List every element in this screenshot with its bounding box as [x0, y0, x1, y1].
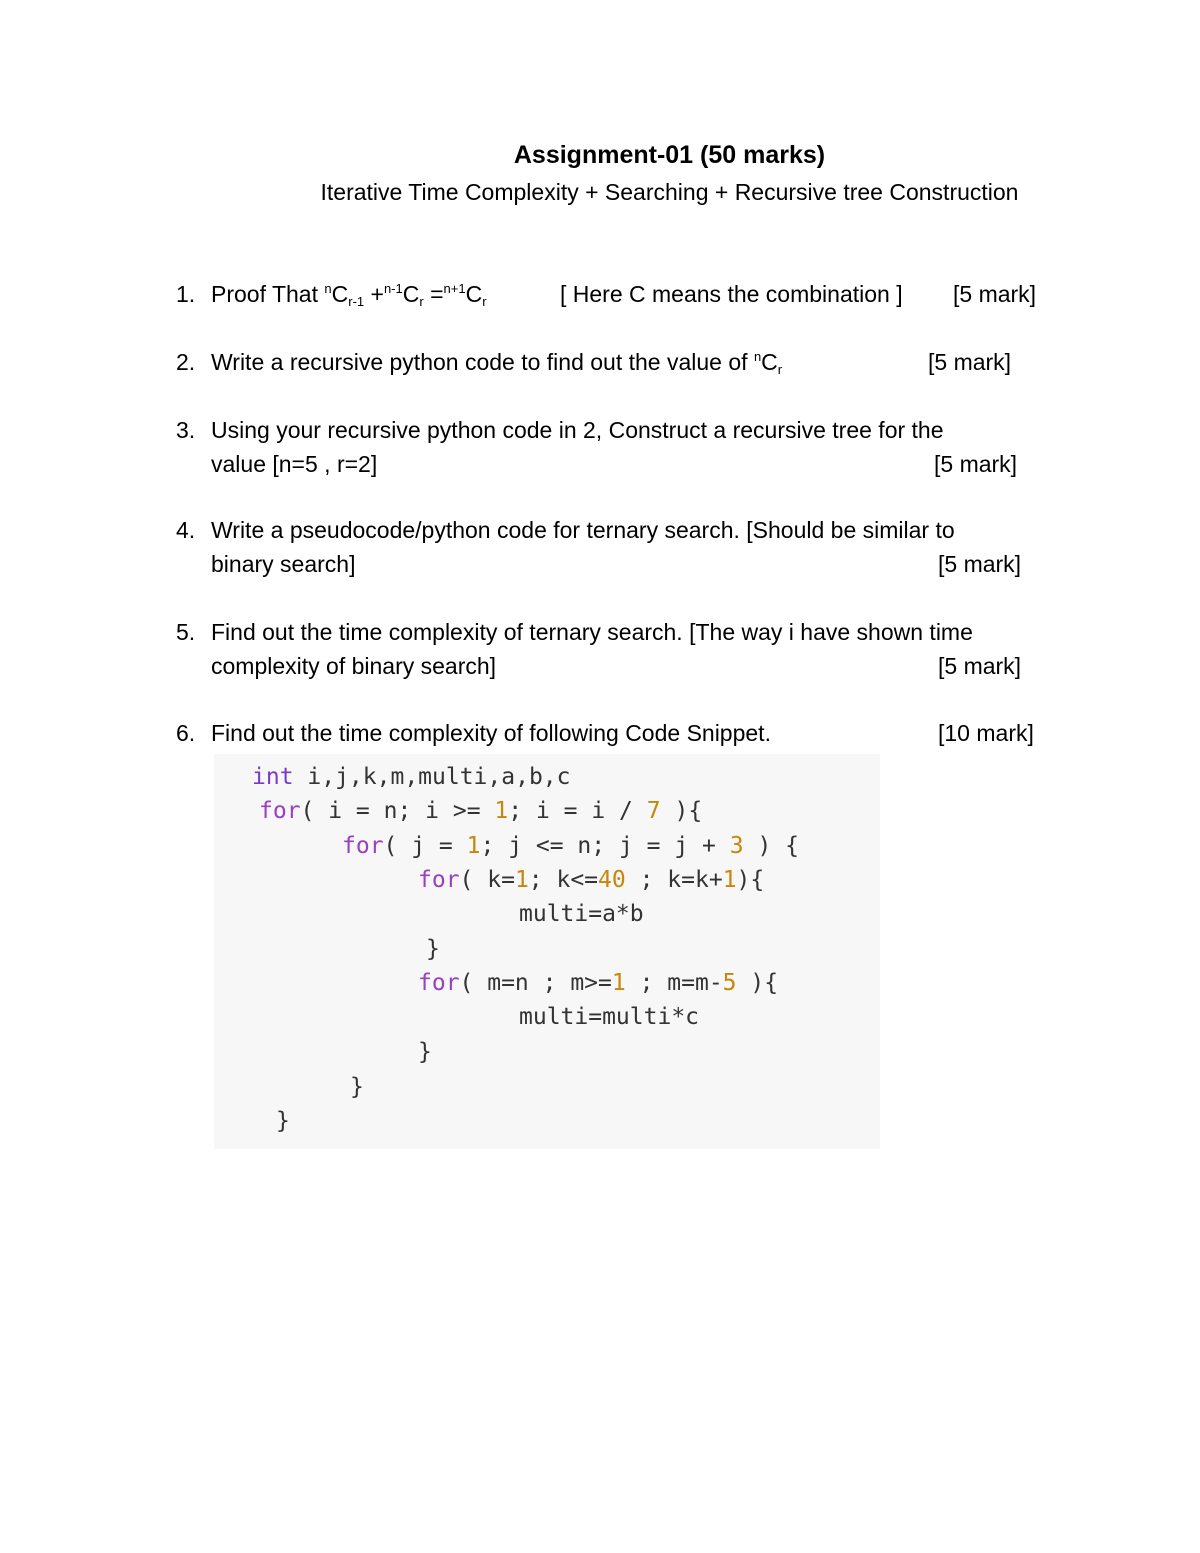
question-mark: [5 mark]: [934, 451, 1018, 477]
code-line: multi=multi*c: [519, 1004, 700, 1030]
code-line: }: [276, 1108, 290, 1134]
question-number: 4.: [176, 517, 196, 543]
code-line: multi=a*b: [519, 901, 644, 927]
question-text-line-2: binary search]: [211, 551, 356, 577]
code-line: }: [350, 1074, 364, 1100]
question-number: 6.: [176, 720, 196, 746]
question-number: 1.: [176, 281, 196, 307]
question-mark: [5 mark]: [938, 551, 1022, 577]
assignment-subtitle: Iterative Time Complexity + Searching + Recursive tree Construction: [320, 179, 1019, 205]
question-text: Write a recursive python code to find out the value of $^nC_r$: [211, 349, 783, 377]
code-line: for( j = 1; j <= n; j = j + 3 ) {: [342, 833, 799, 859]
question-mark: [5 mark]: [953, 281, 1037, 307]
code-line: }: [418, 1039, 432, 1065]
code-snippet: [214, 754, 880, 1149]
question-text-line-2: complexity of binary search]: [211, 653, 497, 679]
question-note: [ Here C means the combination ]: [560, 281, 903, 307]
question-mark: [5 mark]: [928, 349, 1012, 375]
question-number: 5.: [176, 619, 196, 645]
question-text-line-1: Using your recursive python code in 2, Construct a recursive tree for the: [211, 417, 944, 443]
question-text-line-1: Write a pseudocode/python code for ternary search. [Should be similar to: [211, 517, 955, 543]
code-line: }: [426, 936, 440, 962]
question-mark: [10 mark]: [938, 720, 1034, 746]
question-number: 3.: [176, 417, 196, 443]
code-line: int i,j,k,m,multi,a,b,c: [252, 764, 571, 790]
question-text: Find out the time complexity of following Code Snippet.: [211, 720, 771, 746]
code-line: for( i = n; i >= 1; i = i / 7 ){: [259, 798, 703, 824]
question-mark: [5 mark]: [938, 653, 1022, 679]
question-text-line-2: value [n=5 , r=2]: [211, 451, 378, 477]
assignment-title: Assignment-01 (50 marks): [513, 141, 826, 169]
code-line: for( m=n ; m>=1 ; m=m-5 ){: [418, 970, 779, 996]
code-line: for( k=1; k<=40 ; k=k+1){: [418, 867, 765, 893]
question-number: 2.: [176, 349, 196, 375]
question-text-line-1: Find out the time complexity of ternary search. [The way i have shown time: [211, 619, 973, 645]
question-text: Proof That $^nC_{r-1} +^{n-1}C_r =^{n+1}C_r$: [211, 281, 487, 309]
